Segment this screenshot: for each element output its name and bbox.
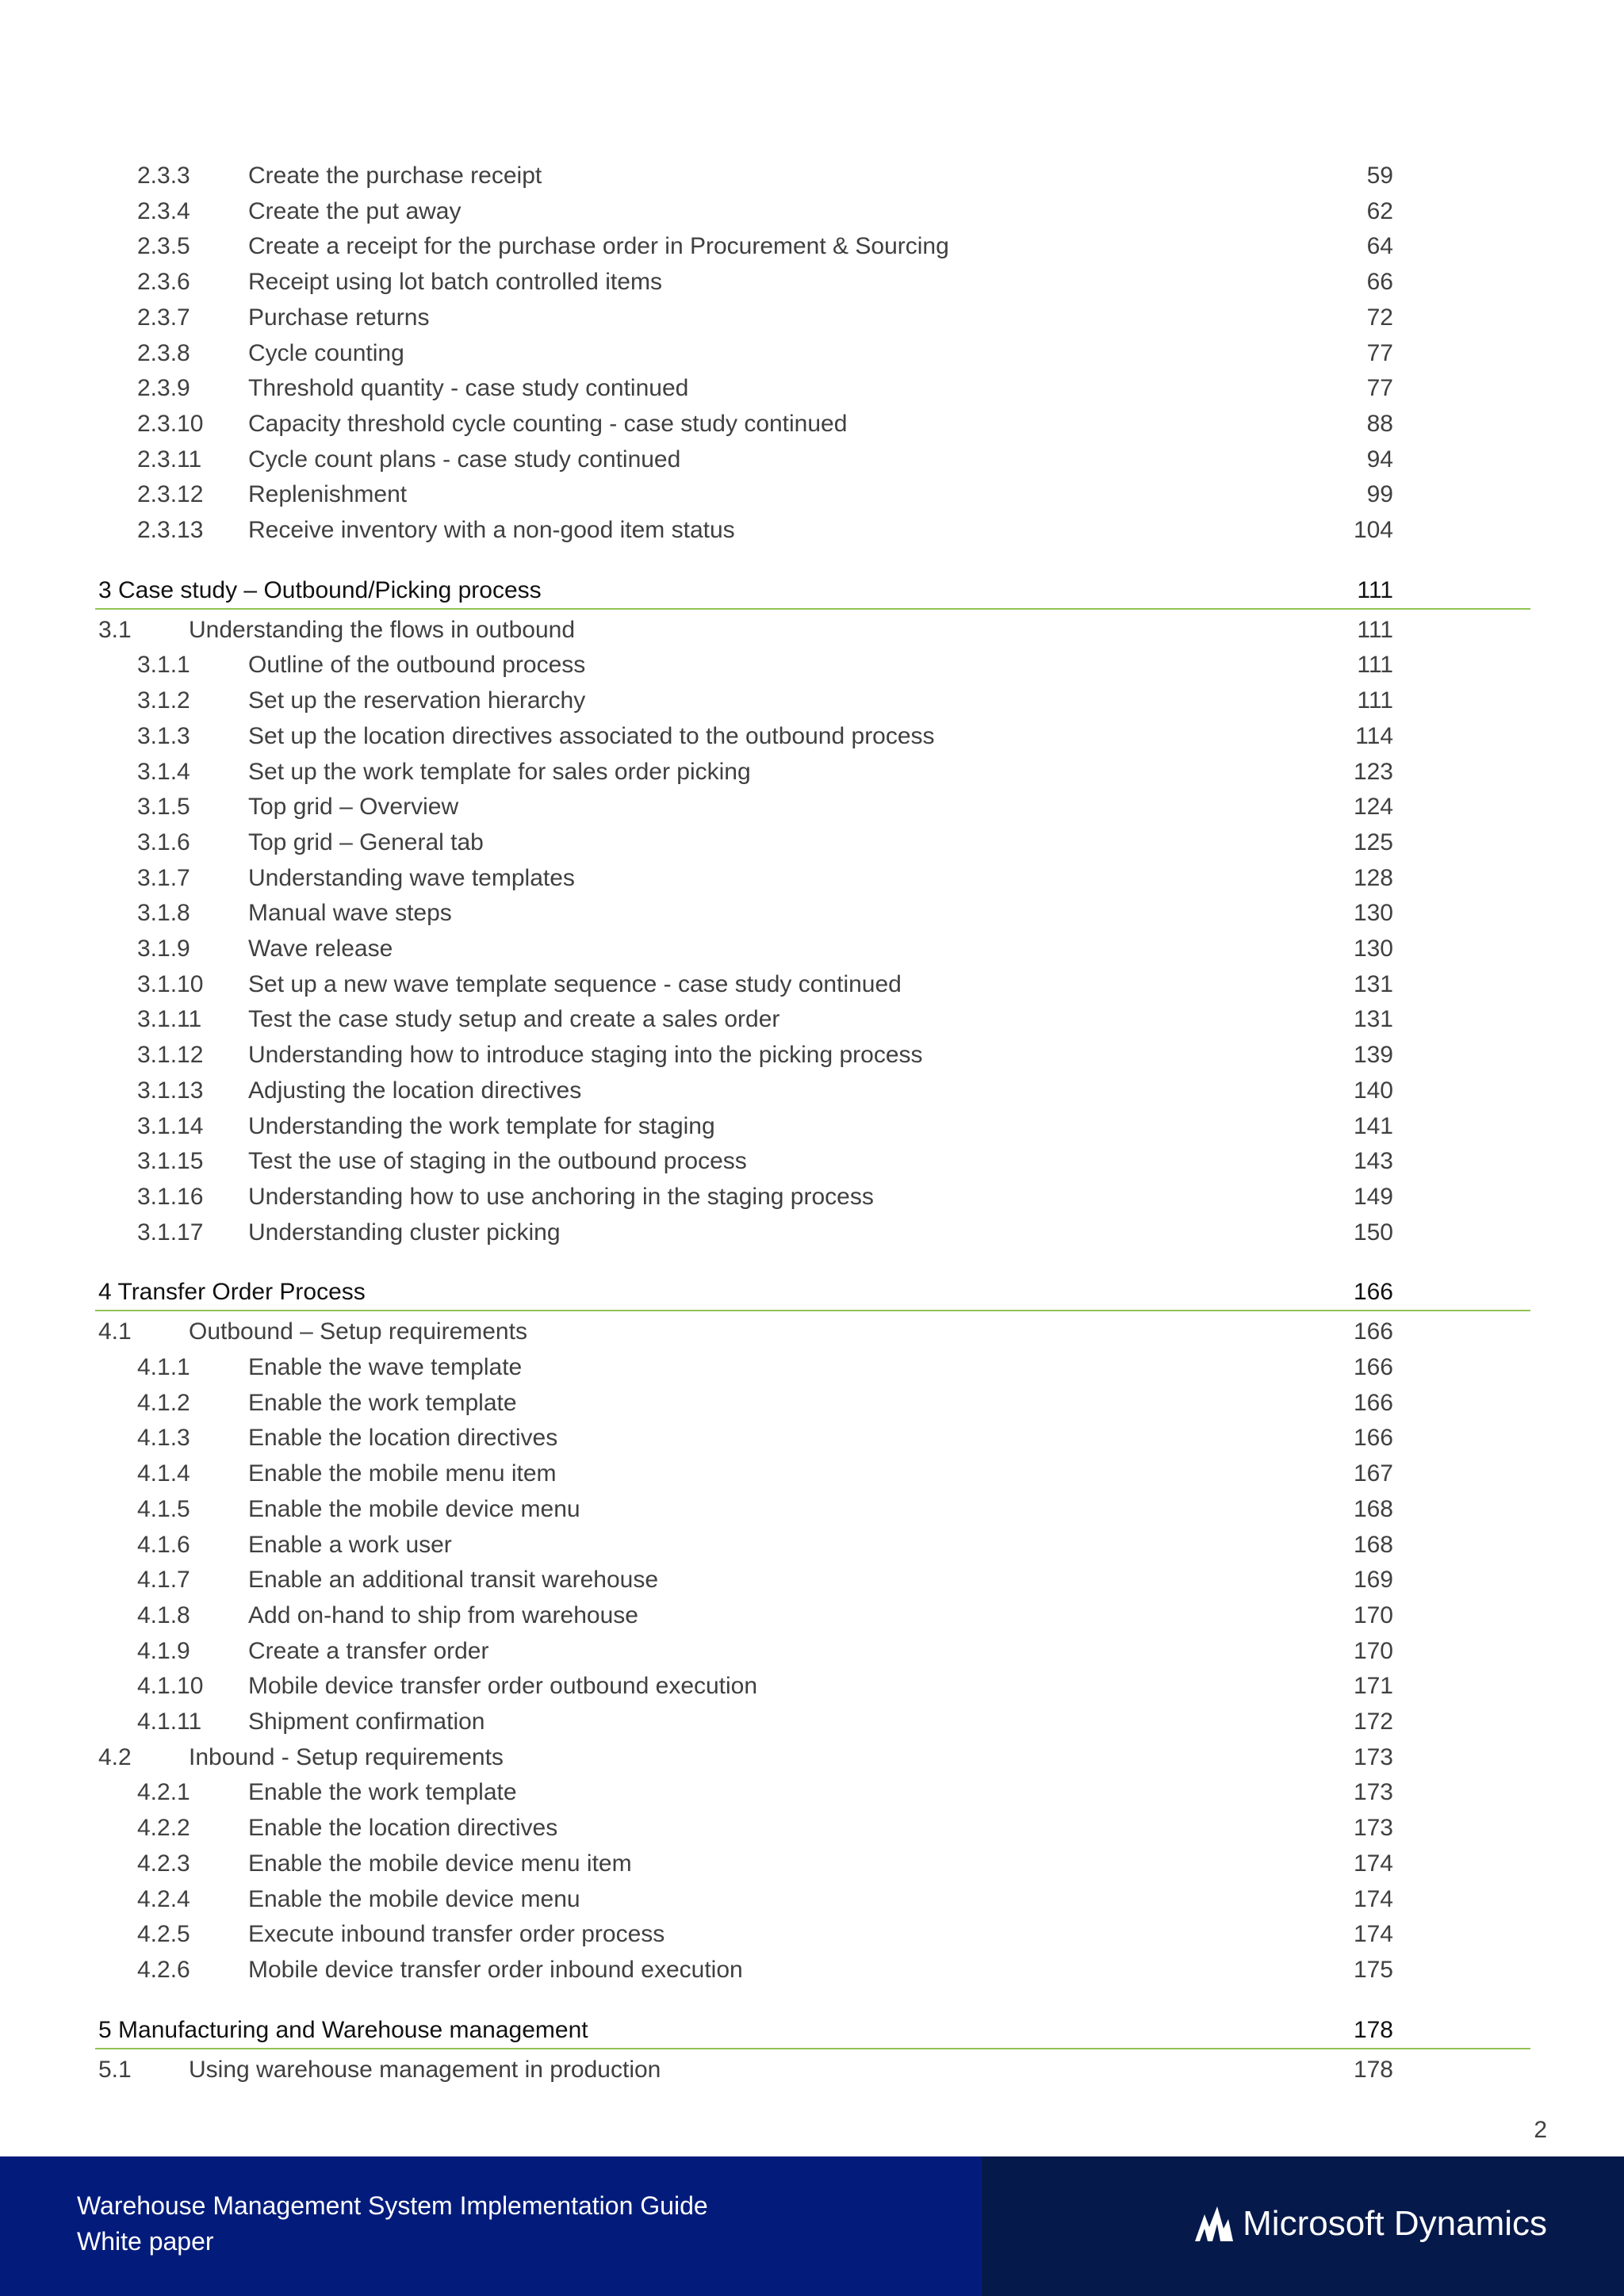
document-subtitle: White paper — [77, 2227, 214, 2256]
toc-entry[interactable] — [0, 194, 1624, 229]
toc-entry[interactable] — [0, 1705, 1624, 1739]
toc-entry-title: Enable the work template — [248, 1779, 517, 1806]
toc-entry[interactable] — [0, 1492, 1624, 1527]
toc-entry-number: 3.1.6 — [137, 828, 190, 855]
toc-entry-number: 4.2 — [98, 1743, 132, 1770]
toc-entry-number: 3.1.4 — [137, 758, 190, 785]
toc-entry-title: Enable the mobile device menu — [248, 1885, 580, 1912]
toc-entry[interactable] — [0, 719, 1624, 754]
toc-entry[interactable] — [0, 1669, 1624, 1704]
toc-entry-page: 111 — [1357, 652, 1393, 679]
toc-entry-number: 2.3.9 — [137, 375, 190, 402]
toc-entry-number: 5.1 — [98, 2056, 132, 2083]
toc-entry-title: Mobile device transfer order inbound execution — [248, 1956, 743, 1983]
toc-entry[interactable] — [0, 1882, 1624, 1917]
toc-entry-number: 3.1 — [98, 616, 132, 643]
toc-entry-page: 178 — [1353, 2016, 1393, 2043]
toc-entry-title: Understanding how to use anchoring in the staging process — [248, 1183, 874, 1210]
toc-entry[interactable] — [0, 1811, 1624, 1846]
toc-entry-page: 139 — [1353, 1042, 1393, 1069]
toc-entry-page: 130 — [1353, 936, 1393, 962]
toc-entry-title: Enable a work user — [248, 1531, 452, 1558]
toc-entry[interactable] — [0, 1456, 1624, 1491]
toc-entry-number: 4.1.6 — [137, 1531, 190, 1558]
toc-entry-number: 2.3.13 — [137, 517, 204, 543]
toc-entry-title: Shipment confirmation — [248, 1709, 485, 1735]
chapter-divider — [95, 2048, 1530, 2049]
toc-entry-number: 4.1.9 — [137, 1637, 190, 1664]
toc-entry-title: Replenishment — [248, 481, 408, 508]
toc-entry-title: Understanding how to introduce staging into the picking process — [248, 1042, 923, 1069]
toc-entry-number: 3.1.7 — [137, 864, 190, 891]
toc-entry-page: 170 — [1353, 1637, 1393, 1664]
toc-entry-number: 4.1.4 — [137, 1460, 190, 1487]
toc-entry[interactable] — [0, 336, 1624, 371]
toc-entry[interactable] — [0, 1350, 1624, 1385]
toc-entry-page: 168 — [1353, 1495, 1393, 1522]
toc-entry-page: 171 — [1353, 1673, 1393, 1700]
document-title: Warehouse Management System Implementation Guide — [77, 2191, 708, 2220]
toc-entry[interactable] — [0, 967, 1624, 1002]
toc-entry-page: 168 — [1353, 1531, 1393, 1558]
toc-entry[interactable] — [0, 265, 1624, 300]
toc-entry-number: 2.3.5 — [137, 233, 190, 260]
toc-entry[interactable] — [0, 1002, 1624, 1037]
toc-entry[interactable] — [0, 1386, 1624, 1421]
toc-entry-page: 173 — [1353, 1779, 1393, 1806]
toc-entry-title: Top grid – General tab — [248, 828, 484, 855]
toc-entry-number: 3.1.11 — [137, 1006, 202, 1033]
toc-entry-page: 141 — [1353, 1112, 1393, 1139]
toc-entry-title: Enable the wave template — [248, 1354, 523, 1380]
toc-entry-title: Set up the reservation hierarchy — [248, 687, 586, 714]
toc-entry-title: Enable the mobile device menu item — [248, 1850, 632, 1877]
toc-entry-title: Understanding cluster picking — [248, 1219, 561, 1246]
toc-entry-title: Using warehouse management in production — [189, 2056, 661, 2083]
toc-entry-number: 2.3.7 — [137, 304, 190, 331]
toc-entry[interactable] — [0, 1073, 1624, 1108]
brand-logo — [1193, 2196, 1547, 2252]
toc-entry-number: 2.3.12 — [137, 481, 204, 508]
toc-entry-number: 4.1.10 — [137, 1673, 204, 1700]
toc-entry-number: 3.1.12 — [137, 1042, 204, 1069]
toc-entry-title: Create the purchase receipt — [248, 163, 542, 189]
toc-entry-page: 174 — [1353, 1885, 1393, 1912]
toc-entry-title: Set up a new wave template sequence - case study continued — [248, 970, 902, 997]
toc-entry-title: Wave release — [248, 936, 393, 962]
toc-entry-title: Enable the work template — [248, 1389, 517, 1416]
toc-entry-number: 4.2.4 — [137, 1885, 190, 1912]
toc-entry-title: Capacity threshold cycle counting - case study continued — [248, 410, 848, 437]
toc-entry[interactable] — [0, 1215, 1624, 1250]
toc-entry-page: 111 — [1357, 576, 1393, 603]
toc-entry-page: 166 — [1353, 1318, 1393, 1345]
toc-entry-number: 3.1.3 — [137, 722, 190, 749]
toc-entry-title: Threshold quantity - case study continued — [248, 375, 689, 402]
toc-entry-title: Enable the location directives — [248, 1425, 558, 1452]
toc-entry-title: Outbound – Setup requirements — [189, 1318, 527, 1345]
toc-entry-page: 124 — [1353, 794, 1393, 821]
toc-entry[interactable] — [0, 1953, 1624, 1988]
toc-entry-page: 111 — [1357, 687, 1393, 714]
toc-entry[interactable] — [0, 896, 1624, 931]
toc-entry[interactable] — [0, 513, 1624, 548]
toc-chapter-entry[interactable] — [0, 2013, 1624, 2048]
toc-entry-number: 4.2.6 — [137, 1956, 190, 1983]
toc-entry[interactable] — [0, 1109, 1624, 1144]
toc-entry-title: Purchase returns — [248, 304, 430, 331]
toc-entry-page: 143 — [1353, 1148, 1393, 1175]
toc-entry-page: 111 — [1357, 616, 1393, 643]
toc-entry[interactable] — [0, 613, 1624, 648]
toc-entry-title: Create a transfer order — [248, 1637, 489, 1664]
toc-entry-title: Receive inventory with a non-good item status — [248, 517, 735, 543]
toc-entry-page: 174 — [1353, 1850, 1393, 1877]
toc-entry-title: Add on-hand to ship from warehouse — [248, 1601, 638, 1628]
toc-entry-page: 59 — [1366, 163, 1393, 189]
toc-entry-number: 2.3.11 — [137, 446, 202, 473]
toc-entry-page: 131 — [1353, 1006, 1393, 1033]
toc-entry-page: 99 — [1366, 481, 1393, 508]
toc-entry[interactable] — [0, 407, 1624, 442]
toc-entry-number: 4.1.2 — [137, 1389, 190, 1416]
toc-entry-title: Enable the mobile menu item — [248, 1460, 557, 1487]
toc-entry[interactable] — [0, 932, 1624, 966]
toc-entry-title: Set up the location directives associated to the outbound process — [248, 722, 935, 749]
toc-entry[interactable] — [0, 1180, 1624, 1215]
brand-name: Microsoft Dynamics — [1243, 2204, 1547, 2243]
toc-entry-number: 4.1.7 — [137, 1567, 190, 1594]
toc-entry-page: 104 — [1353, 517, 1393, 543]
toc-entry-page: 166 — [1353, 1354, 1393, 1380]
toc-entry[interactable] — [0, 229, 1624, 264]
toc-entry-title: Understanding wave templates — [248, 864, 575, 891]
toc-entry-number: 2.3.4 — [137, 197, 190, 224]
toc-entry-page: 173 — [1353, 1815, 1393, 1842]
toc-entry[interactable] — [0, 1917, 1624, 1952]
toc-entry-page: 169 — [1353, 1567, 1393, 1594]
toc-entry-page: 131 — [1353, 970, 1393, 997]
toc-chapter-title: 3 Case study – Outbound/Picking process — [98, 576, 542, 603]
toc-entry-title: Test the case study setup and create a sales order — [248, 1006, 780, 1033]
toc-entry-title: Mobile device transfer order outbound execution — [248, 1673, 758, 1700]
toc-entry-number: 4.1.1 — [137, 1354, 190, 1380]
toc-entry-number: 2.3.6 — [137, 269, 190, 296]
footer — [0, 2156, 1624, 2296]
toc-entry-title: Understanding the work template for staging — [248, 1112, 715, 1139]
toc-entry-page: 123 — [1353, 758, 1393, 785]
toc-entry-page: 172 — [1353, 1709, 1393, 1735]
toc-entry[interactable] — [0, 477, 1624, 512]
toc-entry[interactable] — [0, 1740, 1624, 1775]
toc-entry-title: Cycle count plans - case study continued — [248, 446, 681, 473]
toc-entry-title: Create a receipt for the purchase order in Procurement & Sourcing — [248, 233, 949, 260]
toc-entry-number: 3.1.2 — [137, 687, 190, 714]
toc-entry-page: 88 — [1366, 410, 1393, 437]
toc-entry-title: Enable an additional transit warehouse — [248, 1567, 659, 1594]
toc-entry-page: 77 — [1366, 339, 1393, 366]
toc-entry[interactable] — [0, 790, 1624, 825]
toc-entry-page: 140 — [1353, 1077, 1393, 1104]
toc-entry[interactable] — [0, 1421, 1624, 1456]
toc-entry-page: 66 — [1366, 269, 1393, 296]
toc-entry-number: 4.2.5 — [137, 1921, 190, 1948]
toc-entry-title: Understanding the flows in outbound — [189, 616, 576, 643]
toc-entry-number: 3.1.15 — [137, 1148, 204, 1175]
toc-entry-number: 3.1.1 — [137, 652, 190, 679]
toc-entry-number: 3.1.9 — [137, 936, 190, 962]
toc-entry-number: 3.1.10 — [137, 970, 204, 997]
toc-entry[interactable] — [0, 755, 1624, 790]
toc-entry[interactable] — [0, 1775, 1624, 1810]
toc-entry-number: 4.2.2 — [137, 1815, 190, 1842]
toc-entry[interactable] — [0, 1144, 1624, 1179]
footer-right-panel — [982, 2156, 1624, 2296]
toc-entry-page: 62 — [1366, 197, 1393, 224]
toc-entry-page: 149 — [1353, 1183, 1393, 1210]
toc-entry-title: Enable the mobile device menu — [248, 1495, 580, 1522]
toc-entry-title: Execute inbound transfer order process — [248, 1921, 665, 1948]
chapter-divider — [95, 608, 1530, 610]
toc-entry-number: 3.1.13 — [137, 1077, 204, 1104]
toc-entry[interactable] — [0, 1314, 1624, 1349]
toc-entry-page: 178 — [1353, 2056, 1393, 2083]
toc-entry-number: 3.1.16 — [137, 1183, 204, 1210]
toc-entry-page: 173 — [1353, 1743, 1393, 1770]
toc-entry-page: 114 — [1355, 722, 1393, 749]
toc-entry-title: Inbound - Setup requirements — [189, 1743, 504, 1770]
page-number: 2 — [1534, 2117, 1547, 2143]
toc-entry[interactable] — [0, 371, 1624, 406]
toc-entry-page: 125 — [1353, 828, 1393, 855]
toc-entry[interactable] — [0, 1598, 1624, 1633]
toc-entry[interactable] — [0, 1563, 1624, 1598]
toc-entry-page: 166 — [1353, 1425, 1393, 1452]
toc-entry[interactable] — [0, 1038, 1624, 1073]
toc-entry-page: 174 — [1353, 1921, 1393, 1948]
toc-entry-title: Cycle counting — [248, 339, 404, 366]
toc-entry[interactable] — [0, 159, 1624, 193]
toc-entry[interactable] — [0, 861, 1624, 896]
toc-entry-page: 94 — [1366, 446, 1393, 473]
toc-entry[interactable] — [0, 1528, 1624, 1563]
toc-entry[interactable] — [0, 648, 1624, 683]
toc-entry-number: 4.1.8 — [137, 1601, 190, 1628]
toc-entry[interactable] — [0, 300, 1624, 335]
toc-entry-number: 4.2.3 — [137, 1850, 190, 1877]
toc-entry-page: 128 — [1353, 864, 1393, 891]
toc-chapter-title: 4 Transfer Order Process — [98, 1279, 366, 1306]
toc-entry-title: Outline of the outbound process — [248, 652, 586, 679]
toc-entry-page: 166 — [1353, 1389, 1393, 1416]
toc-entry-number: 4.1 — [98, 1318, 132, 1345]
toc-entry-number: 3.1.5 — [137, 794, 190, 821]
toc-chapter-entry[interactable] — [0, 1275, 1624, 1310]
toc-entry[interactable] — [0, 1634, 1624, 1669]
toc-entry-page: 77 — [1366, 375, 1393, 402]
toc-entry[interactable] — [0, 442, 1624, 477]
toc-entry-number: 4.2.1 — [137, 1779, 190, 1806]
toc-entry-title: Create the put away — [248, 197, 462, 224]
toc-entry-number: 3.1.14 — [137, 1112, 204, 1139]
toc-entry-page: 72 — [1366, 304, 1393, 331]
toc-entry-title: Adjusting the location directives — [248, 1077, 582, 1104]
toc-chapter-entry[interactable] — [0, 573, 1624, 608]
toc-entry-title: Receipt using lot batch controlled items — [248, 269, 662, 296]
toc-entry[interactable] — [0, 825, 1624, 860]
chapter-divider — [95, 1310, 1530, 1311]
microsoft-dynamics-logo-icon — [1193, 2205, 1235, 2243]
toc-entry-page: 64 — [1366, 233, 1393, 260]
toc-entry-page: 167 — [1353, 1460, 1393, 1487]
toc-entry-page: 166 — [1353, 1279, 1393, 1306]
toc-entry-title: Enable the location directives — [248, 1815, 558, 1842]
toc-entry[interactable] — [0, 2053, 1624, 2087]
toc-entry-number: 3.1.8 — [137, 900, 190, 927]
toc-entry-page: 175 — [1353, 1956, 1393, 1983]
toc-entry-number: 4.1.11 — [137, 1709, 202, 1735]
toc-entry-title: Manual wave steps — [248, 900, 452, 927]
footer-left-panel — [0, 2156, 982, 2296]
toc-entry-title: Set up the work template for sales order picking — [248, 758, 751, 785]
toc-entry-page: 130 — [1353, 900, 1393, 927]
toc-entry[interactable] — [0, 683, 1624, 718]
toc-entry-number: 3.1.17 — [137, 1219, 204, 1246]
toc-entry-title: Test the use of staging in the outbound process — [248, 1148, 747, 1175]
toc-entry-number: 4.1.3 — [137, 1425, 190, 1452]
toc-entry-number: 2.3.10 — [137, 410, 204, 437]
toc-entry-page: 150 — [1353, 1219, 1393, 1246]
toc-entry-number: 4.1.5 — [137, 1495, 190, 1522]
toc-entry-number: 2.3.8 — [137, 339, 190, 366]
toc-chapter-title: 5 Manufacturing and Warehouse management — [98, 2016, 588, 2043]
toc-entry-page: 170 — [1353, 1601, 1393, 1628]
toc-entry[interactable] — [0, 1846, 1624, 1881]
toc-entry-title: Top grid – Overview — [248, 794, 459, 821]
toc-entry-number: 2.3.3 — [137, 163, 190, 189]
